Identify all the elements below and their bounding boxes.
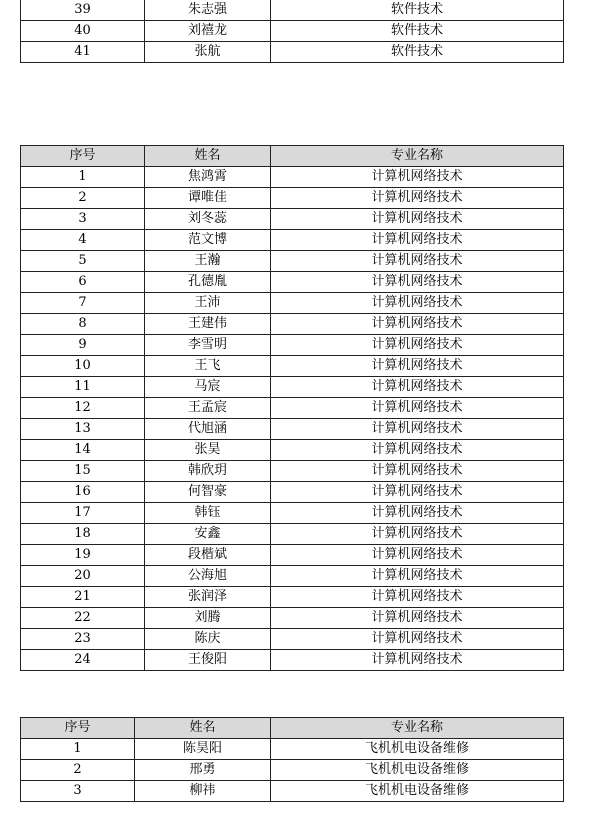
cell-no: 17 <box>21 503 145 524</box>
cell-name: 安鑫 <box>145 524 271 545</box>
cell-name: 马宸 <box>145 377 271 398</box>
cell-name: 王孟宸 <box>145 398 271 419</box>
cell-no: 5 <box>21 251 145 272</box>
cell-no: 23 <box>21 629 145 650</box>
table-row <box>21 293 564 314</box>
table-row <box>21 629 564 650</box>
cell-no: 8 <box>21 314 145 335</box>
cell-name: 代旭涵 <box>145 419 271 440</box>
cell-major: 计算机网络技术 <box>271 188 564 209</box>
cell-major: 计算机网络技术 <box>271 650 564 671</box>
table-row <box>21 398 564 419</box>
column-header-name: 姓名 <box>145 146 271 167</box>
cell-name: 陈庆 <box>145 629 271 650</box>
cell-name: 王瀚 <box>145 251 271 272</box>
cell-name: 何智豪 <box>145 482 271 503</box>
table-row <box>21 21 564 42</box>
table-row <box>21 587 564 608</box>
table-row <box>21 545 564 566</box>
table-row <box>21 760 564 781</box>
cell-major: 计算机网络技术 <box>271 356 564 377</box>
cell-major: 计算机网络技术 <box>271 629 564 650</box>
column-header-no: 序号 <box>21 718 135 739</box>
column-header-no: 序号 <box>21 146 145 167</box>
table-row <box>21 503 564 524</box>
table-row <box>21 440 564 461</box>
cell-major: 计算机网络技术 <box>271 461 564 482</box>
table-row <box>21 524 564 545</box>
cell-no: 9 <box>21 335 145 356</box>
column-header-major: 专业名称 <box>271 718 564 739</box>
cell-major: 计算机网络技术 <box>271 167 564 188</box>
table-row <box>21 314 564 335</box>
cell-name: 刘禧龙 <box>145 21 271 42</box>
cell-major: 飞机机电设备维修 <box>271 739 564 760</box>
cell-major: 计算机网络技术 <box>271 503 564 524</box>
cell-no: 13 <box>21 419 145 440</box>
cell-name: 刘腾 <box>145 608 271 629</box>
cell-major: 计算机网络技术 <box>271 293 564 314</box>
cell-major: 计算机网络技术 <box>271 251 564 272</box>
column-header-name: 姓名 <box>135 718 271 739</box>
table-header-row <box>21 146 564 167</box>
table-row <box>21 377 564 398</box>
table-row <box>21 0 564 21</box>
cell-major: 计算机网络技术 <box>271 608 564 629</box>
table-row <box>21 272 564 293</box>
cell-name: 刘冬蕊 <box>145 209 271 230</box>
cell-no: 14 <box>21 440 145 461</box>
table-row <box>21 335 564 356</box>
table-row <box>21 461 564 482</box>
table-body <box>21 739 564 802</box>
cell-name: 朱志强 <box>145 0 271 21</box>
table-row <box>21 209 564 230</box>
cell-name: 谭唯佳 <box>145 188 271 209</box>
student-table-software <box>20 0 564 63</box>
cell-no: 40 <box>21 21 145 42</box>
table-row <box>21 739 564 760</box>
student-table-aircraft <box>20 717 564 802</box>
cell-name: 王飞 <box>145 356 271 377</box>
cell-name: 公海旭 <box>145 566 271 587</box>
table-body <box>21 0 564 63</box>
cell-major: 计算机网络技术 <box>271 482 564 503</box>
table-row <box>21 566 564 587</box>
table-header-row <box>21 718 564 739</box>
cell-major: 计算机网络技术 <box>271 419 564 440</box>
cell-no: 18 <box>21 524 145 545</box>
cell-no: 19 <box>21 545 145 566</box>
cell-name: 王俊阳 <box>145 650 271 671</box>
cell-no: 39 <box>21 0 145 21</box>
column-header-major: 专业名称 <box>271 146 564 167</box>
cell-major: 计算机网络技术 <box>271 524 564 545</box>
cell-name: 韩钰 <box>145 503 271 524</box>
cell-no: 16 <box>21 482 145 503</box>
cell-name: 孔德胤 <box>145 272 271 293</box>
cell-major: 计算机网络技术 <box>271 398 564 419</box>
cell-major: 计算机网络技术 <box>271 566 564 587</box>
table-row <box>21 781 564 802</box>
cell-no: 11 <box>21 377 145 398</box>
cell-major: 计算机网络技术 <box>271 230 564 251</box>
student-table-network <box>20 145 564 671</box>
cell-no: 4 <box>21 230 145 251</box>
table-row <box>21 608 564 629</box>
cell-no: 24 <box>21 650 145 671</box>
cell-no: 15 <box>21 461 145 482</box>
cell-major: 计算机网络技术 <box>271 209 564 230</box>
cell-no: 6 <box>21 272 145 293</box>
cell-no: 3 <box>21 209 145 230</box>
cell-name: 陈昊阳 <box>135 739 271 760</box>
cell-name: 邢勇 <box>135 760 271 781</box>
cell-no: 7 <box>21 293 145 314</box>
table-row <box>21 167 564 188</box>
table-row <box>21 482 564 503</box>
cell-major: 软件技术 <box>271 21 564 42</box>
table-row <box>21 230 564 251</box>
cell-no: 20 <box>21 566 145 587</box>
cell-major: 计算机网络技术 <box>271 440 564 461</box>
cell-major: 软件技术 <box>271 42 564 63</box>
cell-name: 段楷斌 <box>145 545 271 566</box>
cell-no: 12 <box>21 398 145 419</box>
cell-major: 飞机机电设备维修 <box>271 781 564 802</box>
cell-name: 张昊 <box>145 440 271 461</box>
table-row <box>21 188 564 209</box>
table-row <box>21 251 564 272</box>
cell-name: 张航 <box>145 42 271 63</box>
table-body <box>21 167 564 671</box>
cell-no: 2 <box>21 760 135 781</box>
cell-no: 41 <box>21 42 145 63</box>
table-row <box>21 419 564 440</box>
cell-no: 2 <box>21 188 145 209</box>
cell-major: 计算机网络技术 <box>271 587 564 608</box>
cell-major: 飞机机电设备维修 <box>271 760 564 781</box>
cell-major: 计算机网络技术 <box>271 314 564 335</box>
cell-no: 1 <box>21 739 135 760</box>
table-row <box>21 356 564 377</box>
cell-major: 计算机网络技术 <box>271 377 564 398</box>
cell-no: 21 <box>21 587 145 608</box>
cell-major: 软件技术 <box>271 0 564 21</box>
cell-name: 柳祎 <box>135 781 271 802</box>
table-row <box>21 42 564 63</box>
cell-major: 计算机网络技术 <box>271 545 564 566</box>
cell-name: 焦鸿霄 <box>145 167 271 188</box>
cell-no: 10 <box>21 356 145 377</box>
cell-name: 王建伟 <box>145 314 271 335</box>
cell-name: 王沛 <box>145 293 271 314</box>
cell-no: 22 <box>21 608 145 629</box>
cell-major: 计算机网络技术 <box>271 272 564 293</box>
cell-major: 计算机网络技术 <box>271 335 564 356</box>
cell-name: 张润泽 <box>145 587 271 608</box>
cell-no: 3 <box>21 781 135 802</box>
cell-no: 1 <box>21 167 145 188</box>
cell-name: 范文博 <box>145 230 271 251</box>
cell-name: 韩欣玥 <box>145 461 271 482</box>
table-row <box>21 650 564 671</box>
cell-name: 李雪明 <box>145 335 271 356</box>
